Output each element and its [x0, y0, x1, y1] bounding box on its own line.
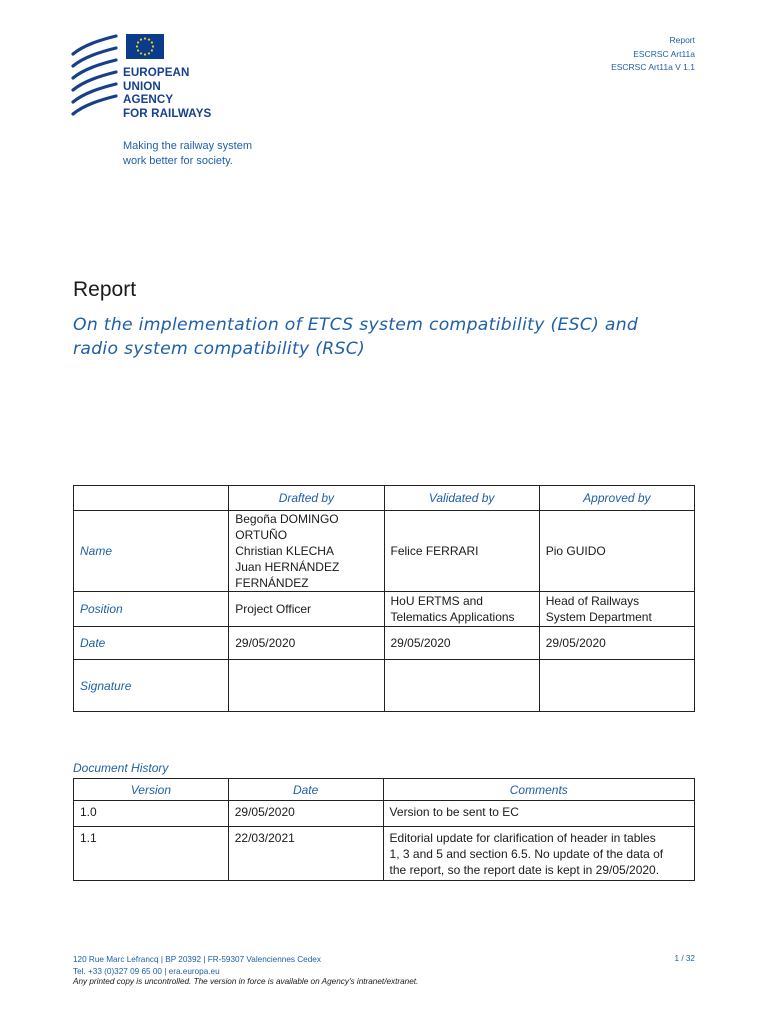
- tagline-line-2: work better for society.: [123, 154, 233, 167]
- page-number: 1 / 32: [674, 954, 695, 963]
- eu-star-icon: [144, 53, 146, 55]
- agency-logo-text: [123, 66, 211, 120]
- history-date: 22/03/2021: [228, 827, 383, 881]
- tagline-line-1: Making the railway system: [123, 140, 252, 152]
- page-subtitle: [73, 313, 693, 361]
- approval-row-signature: [74, 660, 695, 712]
- header-doc-type: Report: [669, 35, 695, 45]
- eu-star-icon: [137, 49, 139, 51]
- drafted-name-line: Juan HERNÁNDEZ: [235, 560, 340, 574]
- approval-row-position: [74, 592, 695, 627]
- page-title: Report: [73, 278, 137, 301]
- approved-position-line: System Department: [545, 610, 652, 624]
- history-version: 1.0: [74, 801, 229, 827]
- validated-position-line: Telematics Applications: [390, 610, 515, 624]
- approved-date: 29/05/2020: [539, 627, 694, 660]
- history-comment-line: Version to be sent to EC: [389, 805, 519, 819]
- drafted-name-line: Begoña DOMINGO: [235, 512, 339, 526]
- drafted-name-line: Christian KLECHA: [235, 544, 334, 558]
- eu-star-icon: [140, 38, 142, 40]
- history-header-row: [74, 779, 695, 801]
- eu-star-icon: [148, 38, 150, 40]
- history-header-date: Date: [228, 779, 383, 801]
- eu-star-icon: [151, 41, 153, 43]
- drafted-names: [229, 511, 384, 592]
- history-version: 1.1: [74, 827, 229, 881]
- eu-star-icon: [136, 45, 138, 47]
- history-comments: [383, 801, 694, 827]
- history-header-comments: Comments: [383, 779, 694, 801]
- logo-line-3: AGENCY: [123, 93, 174, 106]
- footer-contact: Tel. +33 (0)327 09 65 00 | era.europa.eu: [73, 966, 220, 976]
- approval-header-empty: [74, 486, 229, 511]
- history-row: [74, 801, 695, 827]
- validated-name: Felice FERRARI: [384, 511, 539, 592]
- document-header-info: [611, 34, 695, 75]
- document-history-table: [73, 778, 695, 881]
- eu-flag-icon: [126, 34, 164, 59]
- subtitle-line-1: On the implementation of ETCS system compatibility (ESC) and: [73, 315, 639, 335]
- approval-header-row: [74, 486, 695, 511]
- row-label-position: Position: [74, 592, 229, 627]
- logo-line-4: FOR RAILWAYS: [123, 106, 212, 120]
- approved-name: Pio GUIDO: [539, 511, 694, 592]
- eu-star-icon: [148, 52, 150, 54]
- footer-address-block: [73, 954, 321, 977]
- row-label-signature: Signature: [74, 660, 229, 712]
- history-header-version: Version: [74, 779, 229, 801]
- history-comment-line: 1, 3 and 5 and section 6.5. No update of the data of: [389, 847, 664, 861]
- approval-table: [73, 485, 695, 712]
- logo-line-2: UNION: [123, 79, 161, 93]
- validated-position-line: HoU ERTMS and: [390, 594, 483, 608]
- approval-header-approved: Approved by: [539, 486, 694, 511]
- approval-row-name: [74, 511, 695, 592]
- footer-address: 120 Rue Marc Lefrancq | BP 20392 | FR-59307 Valenciennes Cedex: [73, 955, 321, 964]
- approved-signature: [539, 660, 694, 712]
- row-label-name: Name: [74, 511, 229, 592]
- approval-row-date: [74, 627, 695, 660]
- document-history-title: Document History: [73, 761, 169, 775]
- history-row: [74, 827, 695, 881]
- drafted-name-line: FERNÁNDEZ: [235, 576, 309, 590]
- eu-star-icon: [152, 45, 154, 47]
- validated-position: [384, 592, 539, 627]
- agency-tagline: [123, 139, 252, 168]
- footer-uncontrolled-note: Any printed copy is uncontrolled. The version in force is available on Agency's intranet/extranet.: [73, 977, 419, 986]
- header-ref: ESCRSC Art11a: [633, 48, 695, 59]
- approval-header-validated: Validated by: [384, 486, 539, 511]
- row-label-date: Date: [74, 627, 229, 660]
- header-version-ref: ESCRSC Art11a V 1.1: [611, 62, 695, 72]
- drafted-signature: [229, 660, 384, 712]
- history-comments: [383, 827, 694, 881]
- drafted-date: 29/05/2020: [229, 627, 384, 660]
- drafted-name-line: ORTUÑO: [235, 528, 288, 542]
- eu-star-icon: [137, 41, 139, 43]
- approved-position: [539, 592, 694, 627]
- logo-line-1: EUROPEAN: [123, 66, 190, 79]
- drafted-position: Project Officer: [229, 592, 384, 627]
- eu-star-icon: [140, 52, 142, 54]
- history-comment-line: Editorial update for clarification of header in tables: [389, 831, 656, 845]
- approval-header-drafted: Drafted by: [229, 486, 384, 511]
- approved-position-line: Head of Railways: [545, 594, 640, 608]
- validated-date: 29/05/2020: [384, 627, 539, 660]
- subtitle-line-2: radio system compatibility (RSC): [73, 339, 366, 359]
- eu-star-icon: [151, 49, 153, 51]
- agency-logo-stripes-icon: [70, 34, 120, 120]
- history-comment-line: the report, so the report date is kept in 29/05/2020.: [389, 863, 660, 877]
- validated-signature: [384, 660, 539, 712]
- eu-star-icon: [144, 37, 146, 39]
- history-date: 29/05/2020: [228, 801, 383, 827]
